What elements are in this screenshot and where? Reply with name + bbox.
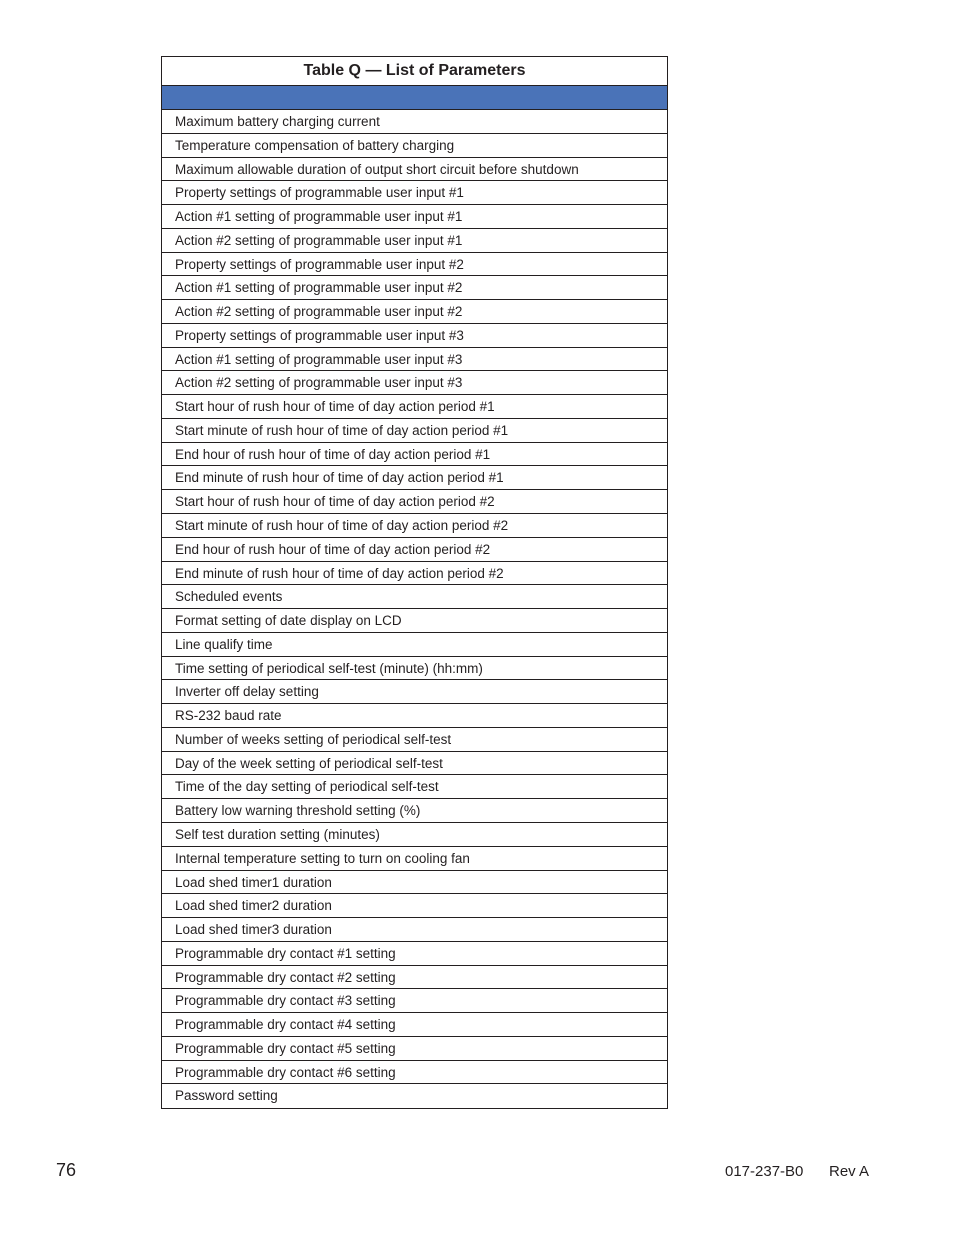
page-number: 76 [56, 1160, 77, 1180]
table-row: Time of the day setting of periodical self-test [162, 775, 667, 799]
table-row: Programmable dry contact #3 setting [162, 989, 667, 1013]
table-row: Self test duration setting (minutes) [162, 823, 667, 847]
table-row: Programmable dry contact #1 setting [162, 942, 667, 966]
table-row: Internal temperature setting to turn on cooling fan [162, 847, 667, 871]
table-row: End minute of rush hour of time of day action period #2 [162, 562, 667, 586]
table-row: Format setting of date display on LCD [162, 609, 667, 633]
table-row: Programmable dry contact #5 setting [162, 1037, 667, 1061]
table-row: Action #2 setting of programmable user input #2 [162, 300, 667, 324]
table-row: Property settings of programmable user input #1 [162, 181, 667, 205]
table-header-band [162, 86, 667, 110]
table-row: End hour of rush hour of time of day action period #1 [162, 443, 667, 467]
table-row: Action #2 setting of programmable user input #1 [162, 229, 667, 253]
table-row: Action #1 setting of programmable user input #2 [162, 276, 667, 300]
table-row: Programmable dry contact #6 setting [162, 1061, 667, 1085]
table-row: Programmable dry contact #4 setting [162, 1013, 667, 1037]
table-row: Action #2 setting of programmable user input #3 [162, 371, 667, 395]
table-row: Start hour of rush hour of time of day action period #1 [162, 395, 667, 419]
table-row: Start minute of rush hour of time of day action period #1 [162, 419, 667, 443]
table-row: Property settings of programmable user input #2 [162, 253, 667, 277]
table-row: Programmable dry contact #2 setting [162, 966, 667, 990]
table-row: Time setting of periodical self-test (minute) (hh:mm) [162, 657, 667, 681]
document-revision: Rev A [829, 1163, 870, 1180]
table-title: Table Q — List of Parameters [162, 57, 667, 86]
table-row: Start minute of rush hour of time of day action period #2 [162, 514, 667, 538]
table-row: Scheduled events [162, 585, 667, 609]
document-number: 017-237-B0 [725, 1163, 804, 1180]
table-row: End minute of rush hour of time of day action period #1 [162, 466, 667, 490]
table-row: Maximum battery charging current [162, 110, 667, 134]
table-row: Action #1 setting of programmable user input #1 [162, 205, 667, 229]
table-row: Temperature compensation of battery charging [162, 134, 667, 158]
table-row: Password setting [175, 1088, 278, 1104]
table-row: RS-232 baud rate [162, 704, 667, 728]
table-row: Load shed timer3 duration [162, 918, 667, 942]
table-row: Day of the week setting of periodical self-test [162, 752, 667, 776]
table-row: Line qualify time [162, 633, 667, 657]
table-row: Start hour of rush hour of time of day action period #2 [162, 490, 667, 514]
table-row: Inverter off delay setting [162, 680, 667, 704]
table-row: Number of weeks setting of periodical self-test [162, 728, 667, 752]
table-row: Maximum allowable duration of output short circuit before shutdown [162, 158, 667, 182]
table-row: Action #1 setting of programmable user input #3 [162, 348, 667, 372]
table-row: End hour of rush hour of time of day action period #2 [162, 538, 667, 562]
table-row: Load shed timer2 duration [162, 894, 667, 918]
table-row: Load shed timer1 duration [162, 871, 667, 895]
table-row: Property settings of programmable user input #3 [162, 324, 667, 348]
table-body [162, 110, 667, 1108]
table-row: Battery low warning threshold setting (%) [162, 799, 667, 823]
parameter-table [161, 56, 668, 1109]
